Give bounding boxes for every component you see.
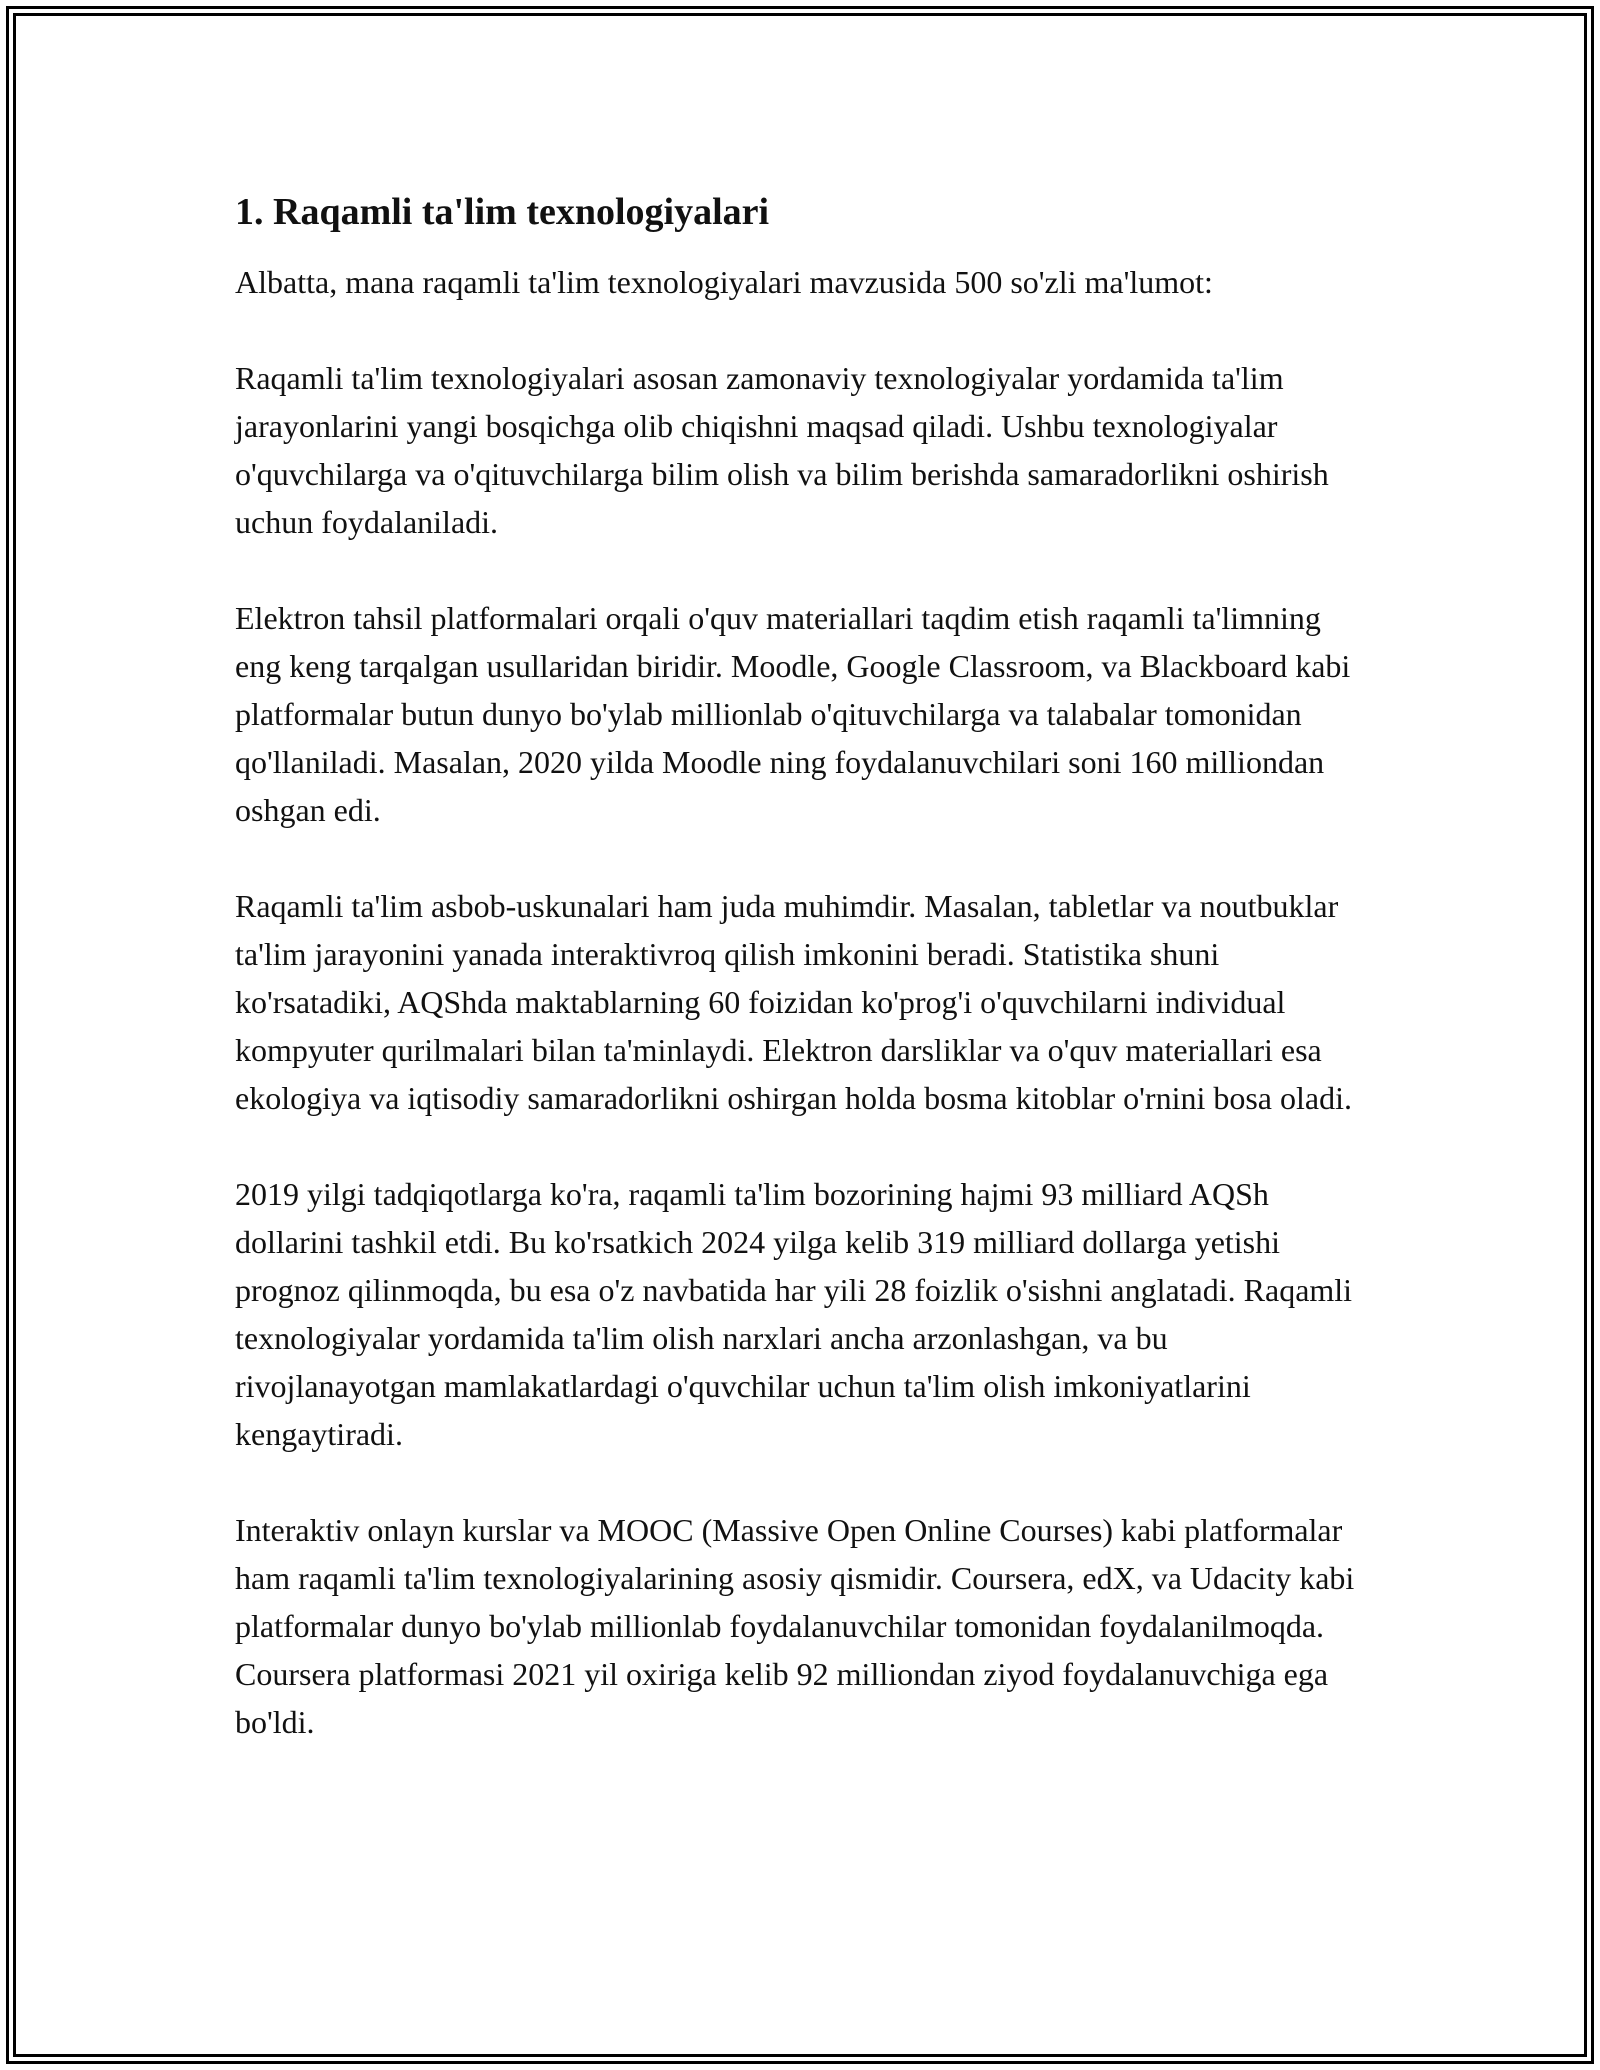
paragraph-market: 2019 yilgi tadqiqotlarga ko'ra, raqamli ta'lim bozorining hajmi 93 milliard AQSh dollarini tashkil etdi. Bu ko'rsatkich 2024 yilga kelib 319 milliard dollarga yetishi prognoz qilinmoqda, bu esa o'z navbatida har yili 28 foizlik o'sishni anglatadi. Raqamli texnologiyalar yordamida ta'lim olish narxlari ancha arzonlashgan, va bu rivojlanayotgan mamlakatlardagi o'quvchilar uchun ta'lim olish imkoniyatlarini kengaytiradi.	[235, 1176, 1353, 1452]
document-body	[235, 188, 1370, 1794]
paragraph-intro: Albatta, mana raqamli ta'lim texnologiyalari mavzusida 500 so'zli ma'lumot:	[235, 264, 1213, 300]
paragraph-platforms: Elektron tahsil platformalari orqali o'quv materiallari taqdim etish raqamli ta'limning eng keng tarqalgan usullaridan biridir. Moodle, Google Classroom, va Blackboard kabi platformalar butun dunyo bo'ylab millionlab o'qituvchilarga va talabalar tomonidan qo'llaniladi. Masalan, 2020 yilda Moodle ning foydalanuvchilari soni 160 milliondan oshgan edi.	[235, 600, 1351, 828]
paragraph-mooc: Interaktiv onlayn kurslar va MOOC (Massive Open Online Courses) kabi platformalar ham raqamli ta'lim texnologiyalarining asosiy qismidir. Coursera, edX, va Udacity kabi platformalar dunyo bo'ylab millionlab foydalanuvchilar tomonidan foydalanilmoqda. Coursera platformasi 2021 yil oxiriga kelib 92 milliondan ziyod foydalanuvchiga ega bo'ldi.	[235, 1512, 1355, 1740]
paragraph-overview: Raqamli ta'lim texnologiyalari asosan zamonaviy texnologiyalar yordamida ta'lim jarayonlarini yangi bosqichga olib chiqishni maqsad qiladi. Ushbu texnologiyalar o'quvchilarga va o'qituvchilarga bilim olish va bilim berishda samaradorlikni oshirish uchun foydalaniladi.	[235, 360, 1329, 540]
section-heading: 1. Raqamli ta'lim texnologiyalari	[235, 191, 770, 233]
paragraph-devices: Raqamli ta'lim asbob-uskunalari ham juda muhimdir. Masalan, tabletlar va noutbuklar ta'lim jarayonini yanada interaktivroq qilish imkonini beradi. Statistika shuni ko'rsatadiki, AQShda maktablarning 60 foizidan ko'prog'i o'quvchilarni individual kompyuter qurilmalari bilan ta'minlaydi. Elektron darsliklar va o'quv materiallari esa ekologiya va iqtisodiy samaradorlikni oshirgan holda bosma kitoblar o'rnini bosa oladi.	[235, 888, 1352, 1116]
